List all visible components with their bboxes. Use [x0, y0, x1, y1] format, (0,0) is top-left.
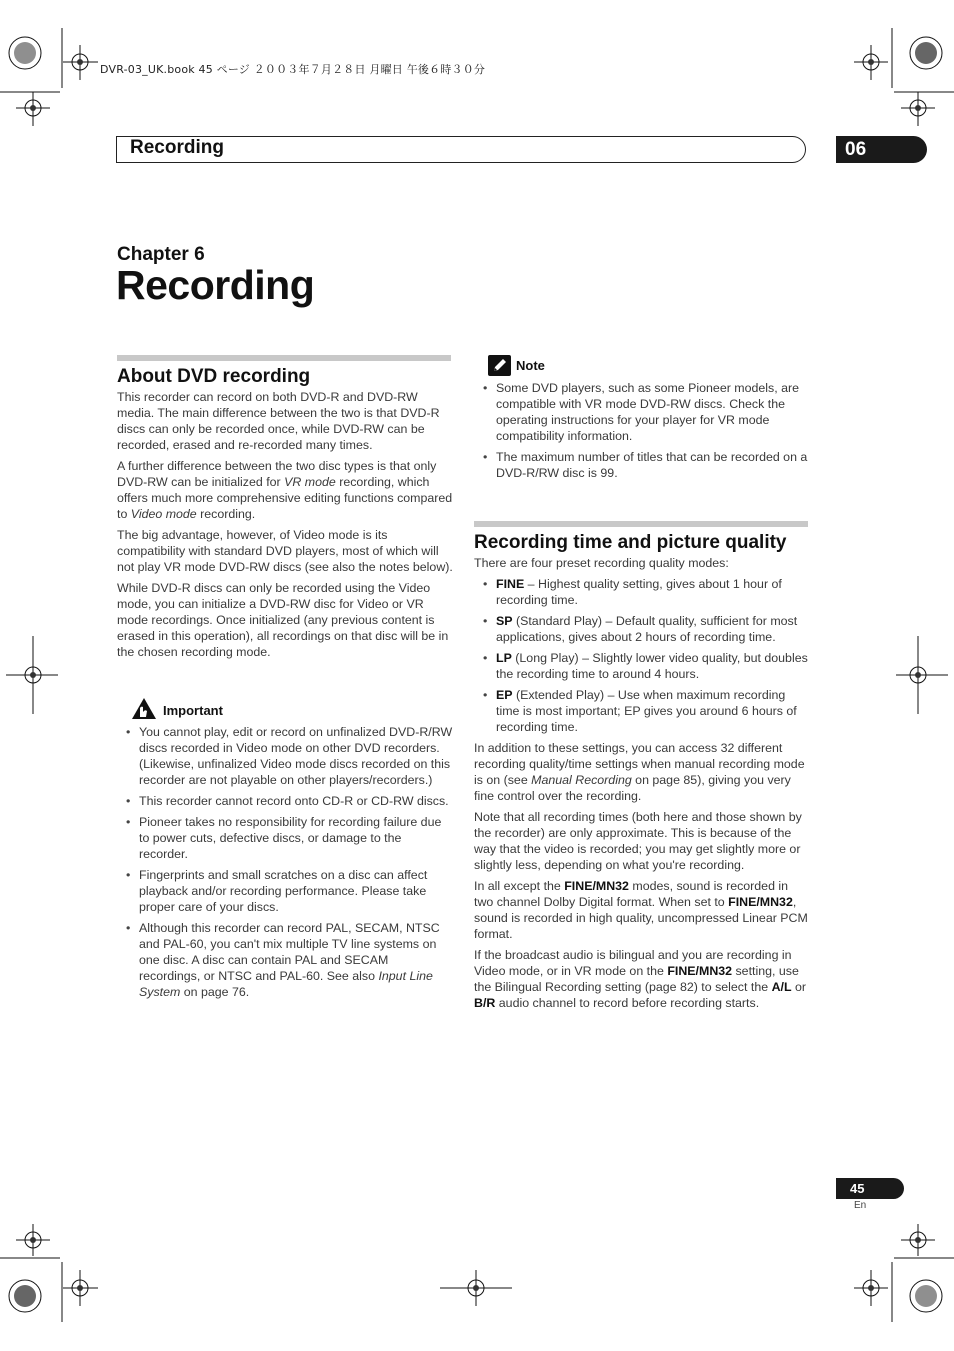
print-info-line: DVR-03_UK.book 45 ページ ２００３年７月２８日 月曜日 午後６時３０分 [100, 63, 486, 76]
chapter-label: Chapter 6 [117, 244, 205, 265]
chapter-number-tab: 06 [836, 136, 927, 163]
quality-intro: There are four preset recording quality modes: [474, 556, 729, 570]
pencil-note-icon [488, 355, 511, 376]
page-number: 45 [836, 1178, 904, 1199]
about-paragraph-4: While DVD-R discs can only be recorded using the Video mode, you can initialize a DVD-RW disc for Video or VR mode recordings. Once initialized (any previous content is erased in this operation), all recordings on that disc will be in the chosen recording mode. [117, 581, 449, 659]
running-header-title: Recording [130, 137, 224, 158]
note-heading: Note [516, 358, 545, 373]
section-rule [117, 355, 451, 361]
important-item: • Fingerprints and small scratches on a disc can affect playback and/or recording performance. Please take proper care of your discs. [117, 867, 453, 915]
about-paragraph-1: This recorder can record on both DVD-R and DVD-RW media. The main difference between the two is that DVD-R discs can only be recorded once, while DVD-RW can be recorded, erased and re-recorded many times. [117, 390, 440, 452]
quality-mode-item: • EP (Extended Play) – Use when maximum recording time is most important; EP gives you around 6 hours of recording time. [474, 687, 808, 735]
note-item: • The maximum number of titles that can be recorded on a DVD-R/RW disc is 99. [474, 449, 808, 481]
warning-icon [131, 697, 157, 720]
important-item: • This recorder cannot record onto CD-R or CD-RW discs. [117, 793, 453, 809]
important-item: • You cannot play, edit or record on unfinalized DVD-R/RW discs recorded in Video mode on other DVD recorders. (Likewise, unfinalized Video mode discs recorded on this recorder are not playable on other players/recorders.) [117, 724, 453, 788]
quality-paragraph-3: In all except the FINE/MN32 modes, sound is recorded in two channel Dolby Digital format. When set to FINE/MN32, sound is recorded in high quality, uncompressed Linear PCM format. [474, 879, 808, 941]
quality-heading: Recording time and picture quality [474, 532, 787, 553]
about-paragraph-2: A further difference between the two disc types is that only DVD-RW can be initialized for VR mode recording, which offers much more comprehensive editing functions compared to Video mode recording. [117, 459, 453, 521]
important-list [117, 724, 453, 1005]
quality-paragraph-2: Note that all recording times (both here and those shown by the recorder) are only approximate. This is because of the way that the video is recorded; you may get slightly more or slightly less, depending on what you're recording. [474, 810, 802, 872]
quality-mode-item: • FINE – Highest quality setting, gives about 1 hour of recording time. [474, 576, 808, 608]
note-list [474, 380, 808, 486]
chapter-title: Recording [116, 262, 315, 308]
about-body [117, 389, 453, 665]
quality-body [474, 555, 808, 1016]
language-code: En [854, 1200, 867, 1211]
note-item: • Some DVD players, such as some Pioneer models, are compatible with VR mode DVD-RW discs. Check the operating instructions for your player for VR mode compatibility information. [474, 380, 808, 444]
quality-mode-item: • SP (Standard Play) – Default quality, sufficient for most applications, gives about 2 hours of recording time. [474, 613, 808, 645]
quality-paragraph-1: In addition to these settings, you can access 32 different recording quality/time settings when manual recording mode is on (see Manual Recording on page 85), giving you very fine control over the recording. [474, 741, 805, 803]
quality-mode-item: • LP (Long Play) – Slightly lower video quality, but doubles the recording time to around 4 hours. [474, 650, 808, 682]
quality-paragraph-4: If the broadcast audio is bilingual and you are recording in Video mode, or in VR mode on the FINE/MN32 setting, use the Bilingual Recording setting (page 82) to select the A/L or B/R audio channel to record before recording starts. [474, 948, 806, 1010]
important-item: • Although this recorder can record PAL, SECAM, NTSC and PAL-60, you can't mix multiple TV line systems on one disc. A disc can contain PAL and SECAM recordings, or NTSC and PAL-60. See also Input Line System on page 76. [117, 920, 453, 1000]
about-paragraph-3: The big advantage, however, of Video mode is its compatibility with standard DVD players, most of which will not play VR mode DVD-RW discs (see also the notes below). [117, 528, 453, 574]
important-item: • Pioneer takes no responsibility for recording failure due to power cuts, defective discs, or damage to the recorder. [117, 814, 453, 862]
important-heading: Important [163, 703, 223, 718]
section-rule [474, 521, 808, 527]
about-heading: About DVD recording [117, 366, 311, 387]
